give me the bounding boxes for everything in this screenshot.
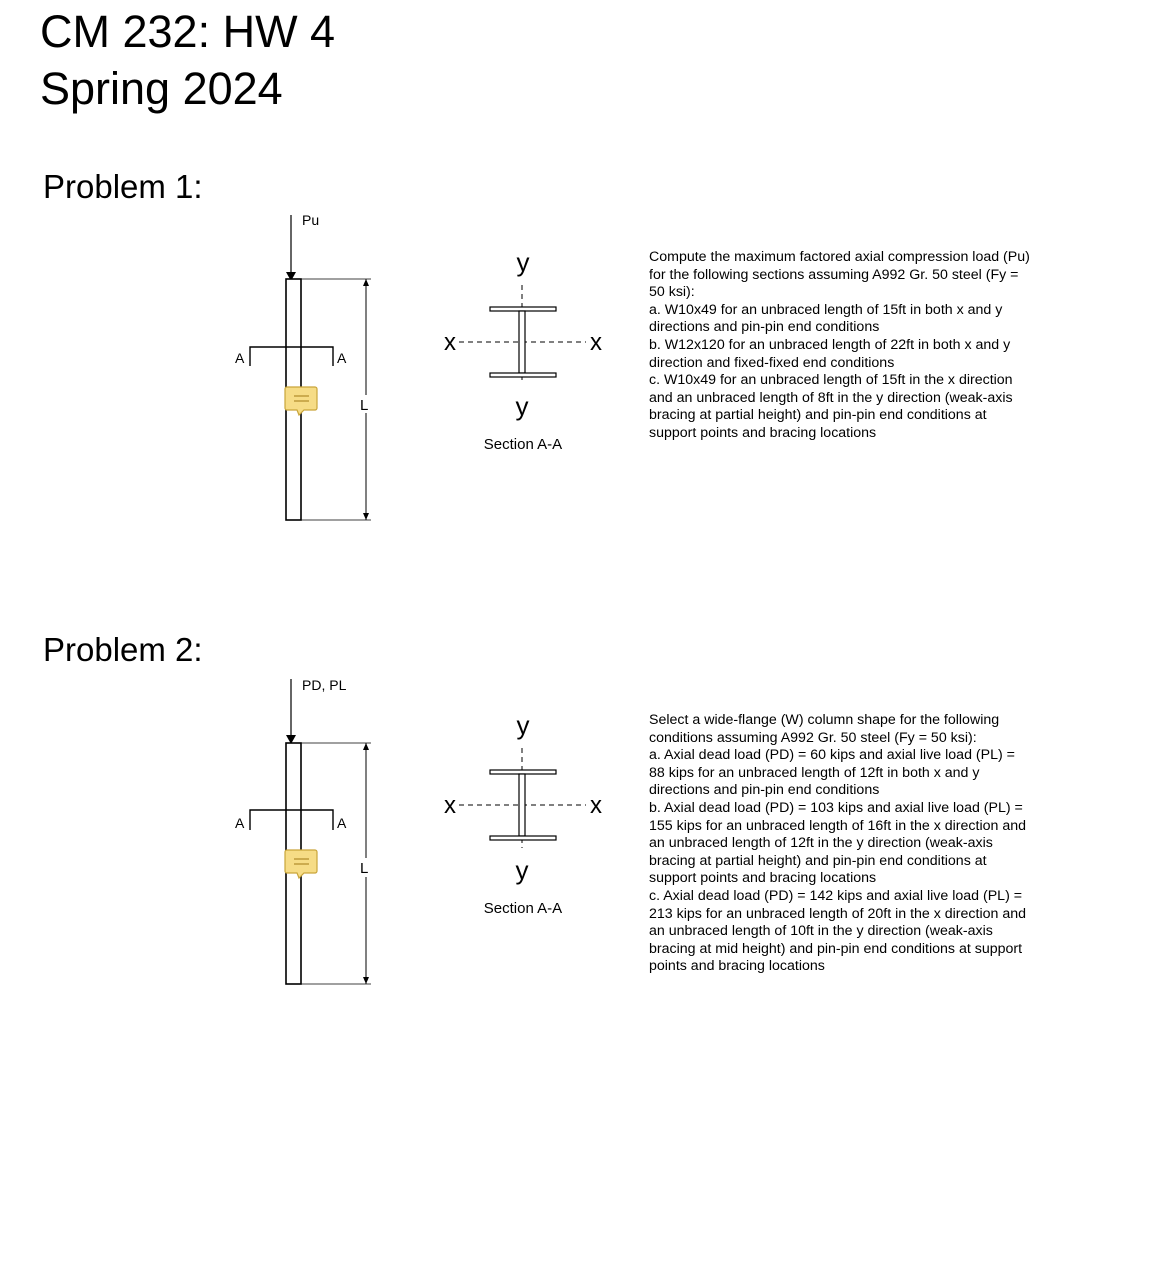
section-marker-left: A xyxy=(235,815,245,831)
problem-1-intro: Compute the maximum factored axial compression load (Pu) for the following sections assuming A992 Gr. 50 steel (Fy = 50 ksi): xyxy=(649,249,1030,301)
axis-y-label-top: y xyxy=(516,710,530,740)
load-label: Pu xyxy=(302,212,320,228)
problem-1-heading: Problem 1: xyxy=(43,168,203,205)
problem-2-intro: Select a wide-flange (W) column shape for the following conditions assuming A992 Gr. 50 steel (Fy = 50 ksi): xyxy=(649,712,1000,746)
section-marker-right: A xyxy=(337,350,347,366)
axis-y-label-bottom: y xyxy=(515,855,529,885)
section-caption: Section A-A xyxy=(483,436,563,453)
problem-2-part-b: b. Axial dead load (PD) = 103 kips and axial live load (PL) = 155 kips for an unbraced length of 16ft in the x direction and an unbraced length of 12ft in the y direction (weak-axis bracing at partial height) and pin-pin end conditions at support points and bracing locations xyxy=(649,799,1027,887)
dimension-arrow-bottom xyxy=(363,977,369,984)
document-title: CM 232: HW 4 xyxy=(40,6,336,57)
section-marker-right: A xyxy=(337,815,347,831)
dimension-arrow-top xyxy=(363,743,369,750)
problem-1-part-c: c. W10x49 for an unbraced length of 15ft in the x direction and an unbraced length of 8ft in the y direction (weak-axis bracing at partial height) and pin-pin end conditions at support points and bracing locations xyxy=(649,372,1013,441)
problem-2-part-c: c. Axial dead load (PD) = 142 kips and axial live load (PL) = 213 kips for an unbraced length of 20ft in the x direction and an unbraced length of 10ft in the y direction (weak-axis bracing at mid height) and pin-pin end conditions at support points and bracing locations xyxy=(649,887,1027,975)
problem-2-heading: Problem 2: xyxy=(43,631,203,668)
axis-x-label-right: x xyxy=(590,792,602,819)
length-label: L xyxy=(360,860,369,877)
length-label: L xyxy=(360,397,369,414)
load-label: PD, PL xyxy=(302,677,347,693)
problem-2-text xyxy=(649,712,1034,976)
axis-x-label-right: x xyxy=(590,329,602,356)
section-marker-left: A xyxy=(235,350,245,366)
problem-2-part-a: a. Axial dead load (PD) = 60 kips and axial live load (PL) = 88 kips for an unbraced length of 12ft in both x and y directions and pin-pin end conditions xyxy=(649,747,1015,799)
problem-1-part-b: b. W12x120 for an unbraced length of 22ft in both x and y direction and fixed-fixed end conditions xyxy=(649,336,1011,371)
axis-y-label-top: y xyxy=(516,247,530,277)
axis-x-label-left: x xyxy=(444,329,456,356)
problem-1-part-a: a. W10x49 for an unbraced length of 15ft in both x and y directions and pin-pin end conditions xyxy=(649,301,1003,336)
axis-x-label-left: x xyxy=(444,792,456,819)
axis-y-label-bottom: y xyxy=(515,391,529,421)
section-caption: Section A-A xyxy=(483,900,563,917)
document-subtitle: Spring 2024 xyxy=(40,63,283,114)
